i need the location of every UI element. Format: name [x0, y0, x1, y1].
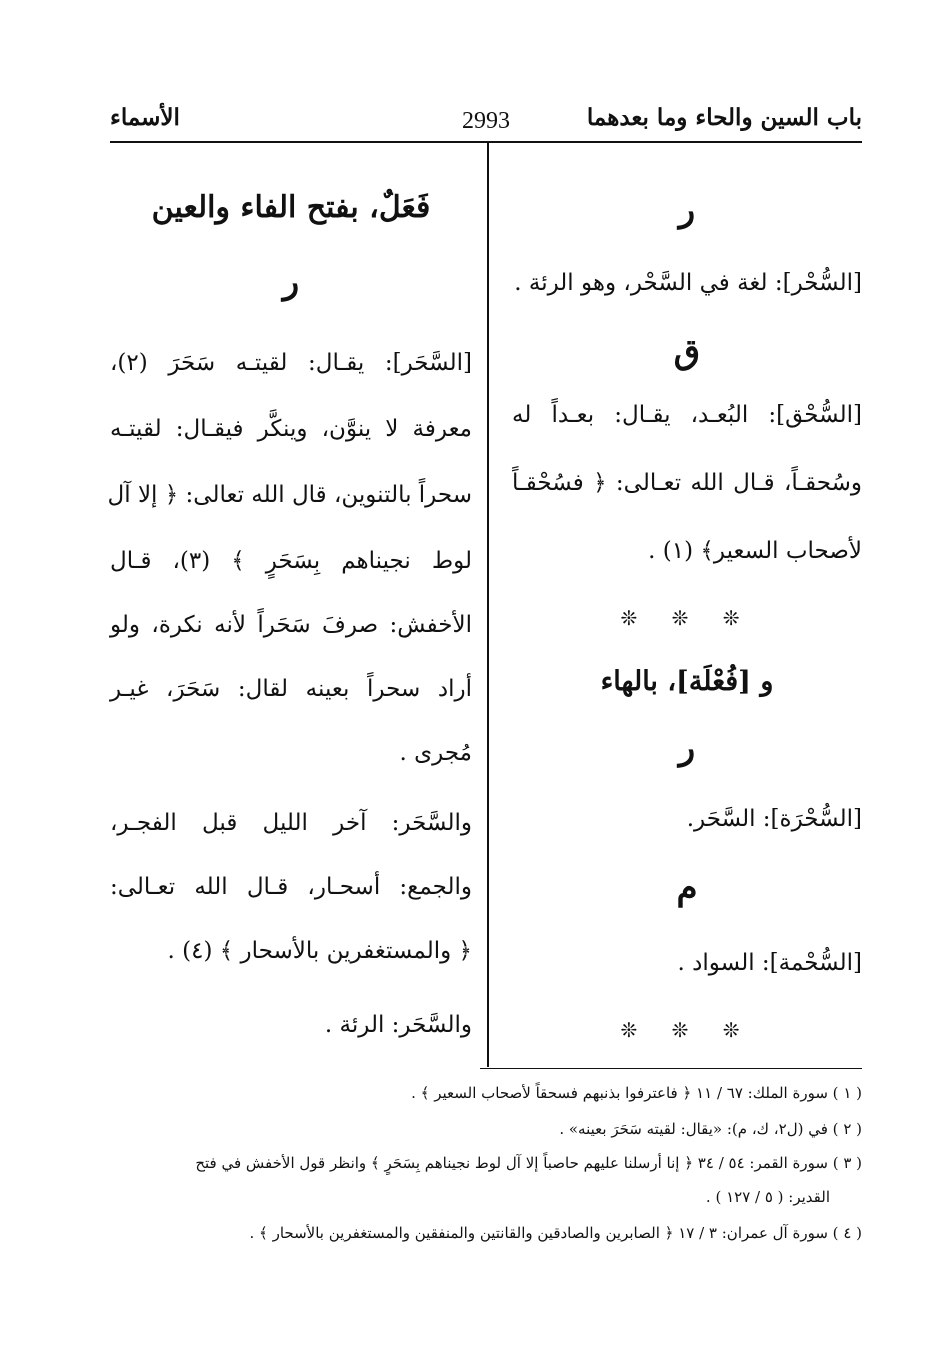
entry-sahar-line5: الأخفش: صرفَ سَحَراً لأنه نكرة، ولو [110, 612, 472, 638]
entry-suhr: [السُّحْر]: لغة في السَّحْر، وهو الرئة . [514, 270, 862, 296]
entry-sahar-dawn-line2: والجمع: أسحـار، قـال الله تعـالى: [110, 874, 472, 900]
header-rule [110, 141, 862, 143]
letter-heading-q: ق [673, 332, 701, 372]
entry-sahar-line7: مُجرى . [399, 740, 472, 766]
entry-suhq-line3: لأصحاب السعير﴾ (١) . [648, 538, 862, 564]
entry-sahar-line1: [السَّحَر]: يقـال: لقيتـه سَحَرَ (٢)، [110, 350, 472, 376]
section-title: الأسماء [110, 104, 180, 131]
entry-sahar-line6: أراد سحراً بعينه لقال: سَحَرَ، غيـر [110, 676, 472, 702]
letter-heading-r2: ر [678, 728, 696, 768]
section-heading-faal: فَعَلٌ، بفتح الفاء والعين [151, 190, 431, 225]
footnote-1: ( ١ ) سورة الملك: ٦٧ / ١١ ﴿ فاعترفوا بذنبهم فسحقاً لأصحاب السعير ﴾ . [411, 1084, 862, 1102]
separator-stars-2: ❊ ❊ ❊ [620, 1018, 754, 1042]
column-divider [487, 143, 489, 1067]
entry-sahar-dawn-line1: والسَّحَر: آخر الليل قبل الفجـر، [110, 810, 472, 836]
entry-suhma: [السُّحْمة]: السواد . [677, 950, 862, 976]
entry-sahar-dawn-line3: ﴿ والمستغفرين بالأسحار ﴾ (٤) . [167, 938, 472, 964]
letter-heading-r: ر [282, 262, 300, 302]
entry-suhq-line2: وسُحقـاً، قـال الله تعـالى: ﴿ فسُحْقـاً [512, 470, 862, 496]
footnote-rule [480, 1068, 862, 1069]
footnote-4: ( ٤ ) سورة آل عمران: ٣ / ١٧ ﴿ الصابرين والصادقين والقانتين والمنفقين والمستغفرين بالأسحار ﴾ . [249, 1224, 862, 1242]
letter-heading-r: ر [678, 190, 696, 230]
footnote-3: ( ٣ ) سورة القمر: ٥٤ / ٣٤ ﴿ إنا أرسلنا عليهم حاصباً إلا آل لوط نجيناهم بِسَحَرٍ ﴾ وانظر قول الأخفش في فتح [195, 1154, 862, 1172]
section-heading-fula: و [فُعْلَة]، بالهاء [600, 666, 774, 697]
entry-sahar-lung: والسَّحَر: الرئة . [324, 1012, 472, 1038]
separator-stars: ❊ ❊ ❊ [620, 606, 754, 630]
entry-suhq-line1: [السُّحْق]: البُعـد، يقـال: بعـداً له [512, 402, 862, 428]
chapter-title: باب السين والحاء وما بعدهما [586, 104, 862, 131]
page-number: 2993 [462, 108, 510, 134]
footnote-3-cont: القدير: ( ٥ / ١٢٧ ) . [705, 1188, 830, 1206]
entry-suhra: [السُّحْرَة]: السَّحَر. [686, 806, 862, 832]
entry-sahar-line4: لوط نجيناهم بِسَحَرٍ ﴾ (٣)، قـال [110, 548, 472, 574]
page-header [110, 104, 862, 140]
footnote-2: ( ٢ ) في (ل٢، ك، م): «يقال: لقيته سَحَرَ بعينه» . [559, 1120, 862, 1138]
entry-sahar-line2: معرفة لا ينوَّن، وينكَّر فيقـال: لقيتـه [110, 416, 472, 442]
letter-heading-m: م [676, 868, 698, 908]
entry-sahar-line3: سحراً بالتنوين، قال الله تعالى: ﴿ إلا آل [107, 482, 472, 508]
